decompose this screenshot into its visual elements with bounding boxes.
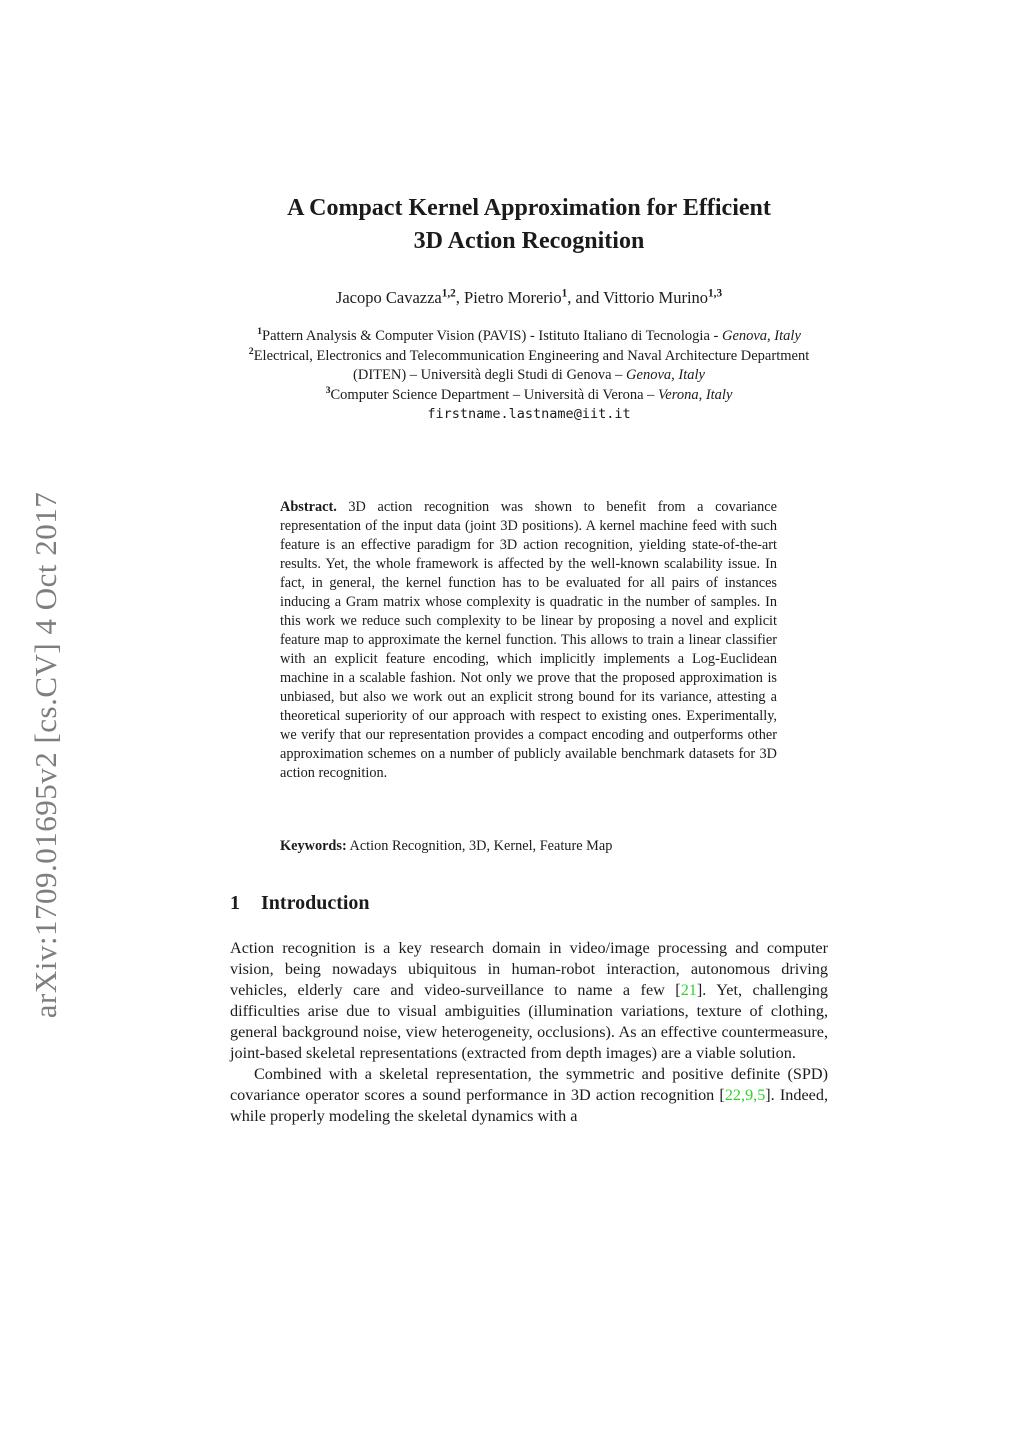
abstract-paragraph: [280, 498, 777, 783]
intro-paragraph-2: [230, 1064, 828, 1127]
paper-title-line1: A Compact Kernel Approximation for Efficient: [287, 195, 771, 221]
superscript-marker: 1: [257, 326, 263, 338]
text-segment: Genova, Italy: [721, 328, 801, 344]
superscript-marker: 2: [248, 345, 254, 357]
contact-email: firstname.lastname@iit.it: [427, 406, 631, 422]
text-segment: ]. Yet, challenging difficulties arise due to visual ambiguities (illumination variations, texture of clothing, general background noise, view heterogeneity, occlusions). As an effective countermeasure, joint-based skeletal representations (extracted from depth images) are a viable solution.: [230, 981, 828, 1062]
text-segment: , Pietro Morerio: [455, 288, 562, 307]
text-segment: Genova, Italy: [626, 367, 705, 383]
paper-title: [230, 192, 828, 258]
section-heading-introduction: [230, 892, 370, 915]
text-segment: Pattern Analysis & Computer Vision (PAVIS) - Istituto Italiano di Tecnologia -: [262, 328, 722, 344]
section-number: 1: [230, 892, 240, 914]
text-segment: Combined with a skeletal representation, the symmetric and positive definite (SPD) covariance operator scores a sound performance in 3D action recognition [: [230, 1065, 828, 1104]
authors-line: [230, 288, 828, 308]
text-segment: Action Recognition, 3D, Kernel, Feature Map: [346, 838, 613, 854]
text-segment: Computer Science Department – Università di Verona –: [330, 386, 659, 403]
citation-link[interactable]: 21: [680, 981, 697, 999]
superscript-marker: 1,2: [441, 287, 456, 300]
introduction-body: [230, 938, 828, 1127]
text-segment: Keywords:: [280, 838, 347, 854]
affiliation-2: [230, 347, 828, 386]
affiliations-block: [230, 327, 828, 425]
superscript-marker: 3: [325, 384, 331, 396]
affiliation-1: [230, 327, 828, 347]
text-segment: 3D action recognition was shown to benefit from a covariance representation of the input data (joint 3D positions). A kernel machine feed with such feature is an effective paradigm for 3D action recognition, yielding state-of-the-art results. Yet, the whole framework is affected by the well-known scalability issue. In fact, in general, the kernel function has to be evaluated for all pairs of instances inducing a Gram matrix whose complexity is quadratic in the number of samples. In this work we reduce such complexity to be linear by proposing a novel and explicit feature map to approximate the kernel function. This allows to train a linear classifier with an explicit feature encoding, which implicitly implements a Log-Euclidean machine in a scalable fashion. Not only we prove that the proposed approximation is unbiased, but also we work out an explicit strong bound for its variance, attesting a theoretical superiority of our approach with respect to existing ones. Experimentally, we verify that our representation provides a compact encoding and outperforms other approximation schemes on a number of publicly available benchmark datasets for 3D action recognition.: [280, 499, 777, 781]
arxiv-identifier-watermark: arXiv:1709.01695v2 [cs.CV] 4 Oct 2017: [28, 491, 63, 1019]
paper-content-column: [230, 0, 828, 1448]
paper-title-line2: 3D Action Recognition: [413, 228, 645, 254]
text-segment: Abstract.: [280, 499, 337, 515]
citation-link[interactable]: 22,9,5: [724, 1086, 766, 1104]
text-segment: ]. Indeed, while properly modeling the skeletal dynamics with a: [230, 1086, 828, 1125]
section-title: Introduction: [261, 892, 370, 914]
superscript-marker: 1: [561, 287, 568, 300]
text-segment: , and Vittorio Murino: [567, 288, 709, 307]
text-segment: Verona, Italy: [658, 386, 733, 403]
text-segment: Jacopo Cavazza: [335, 288, 442, 307]
keywords-line: [280, 838, 777, 855]
affiliation-3: [230, 386, 828, 406]
superscript-marker: 1,3: [708, 287, 723, 300]
intro-paragraph-1: [230, 938, 828, 1064]
text-segment: Electrical, Electronics and Telecommunication Engineering and Naval Architecture Department (DITEN) – Università degli Studi di Genova –: [253, 347, 810, 383]
text-segment: Action recognition is a key research domain in video/image processing and computer vision, being nowadays ubiquitous in human-robot interaction, autonomous driving vehicles, elderly care and video-surveillance to name a few [: [230, 939, 828, 999]
